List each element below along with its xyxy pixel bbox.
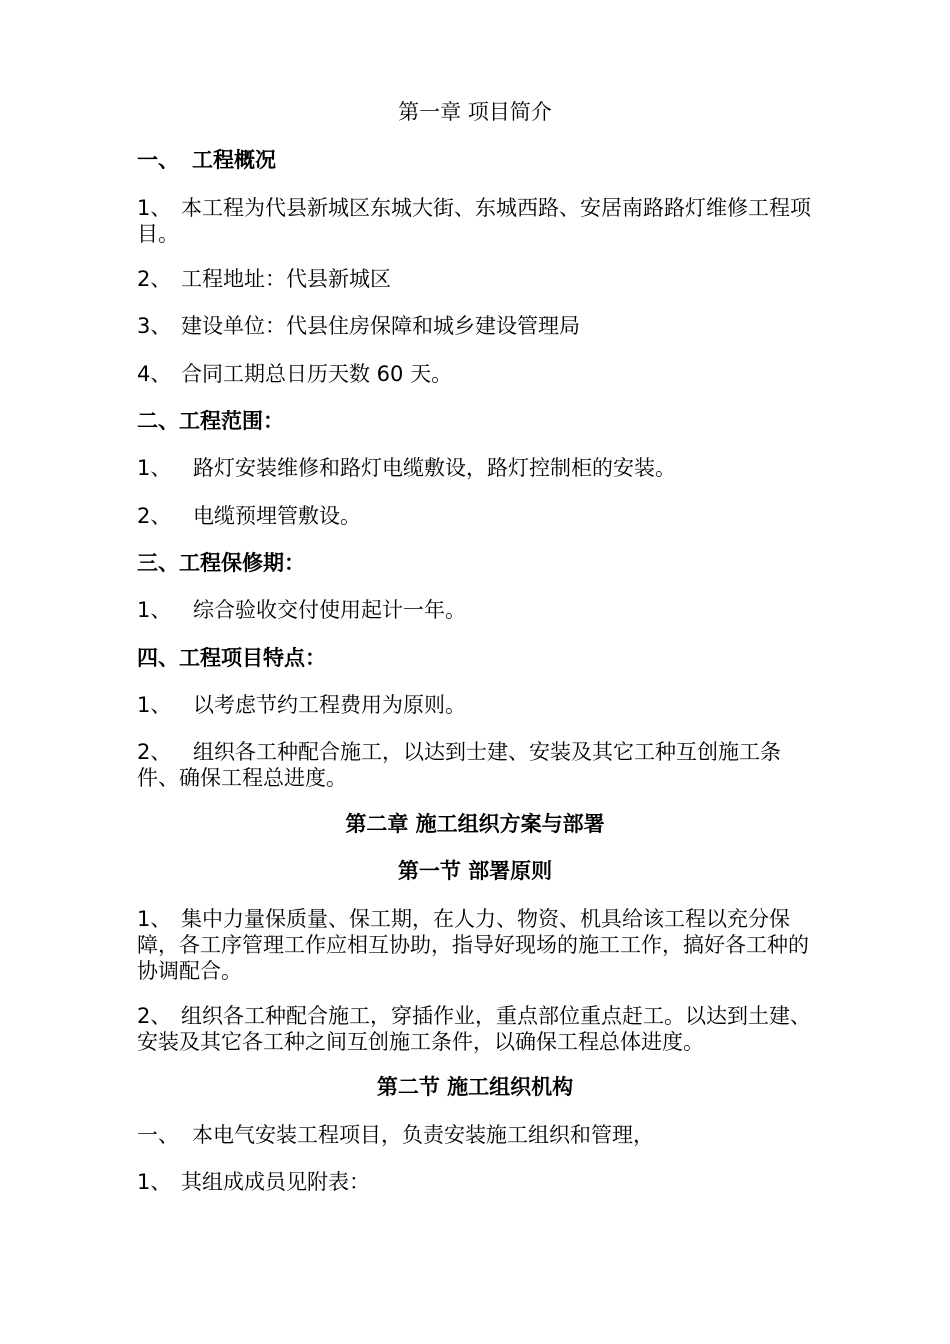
item-text: 以考虑节约工程费用为原则。: [193, 693, 466, 717]
list-item: [137, 692, 817, 718]
item-text: 工程地址：代县新城区: [181, 267, 391, 291]
item-text: 集中力量保质量、保工期，在人力、物资、机具给该工程以充分保障，各工序管理工作应相互协助，指导好现场的施工工作，搞好各工种的协调配合。: [137, 907, 809, 983]
item-number: 1、: [137, 1170, 172, 1194]
item-number: 一、: [137, 1123, 179, 1147]
section-title-organization: 第二节 施工组织机构: [376, 1075, 574, 1099]
item-text: 路灯安装维修和路灯电缆敷设，路灯控制柜的安装。: [193, 456, 676, 480]
item-text: 合同工期总日历天数 60 天。: [181, 362, 453, 386]
item-number: 1、: [137, 196, 172, 220]
item-text: 电缆预埋管敷设。: [193, 504, 361, 528]
item-text: 本电气安装工程项目，负责安装施工组织和管理，: [192, 1123, 654, 1147]
item-number: 1、: [137, 456, 172, 480]
item-text: 组织各工种配合施工，穿插作业，重点部位重点赶工。以达到土建、安装及其它各工种之间互创施工条件，以确保工程总体进度。: [137, 1004, 811, 1054]
item-number: 4、: [137, 362, 172, 386]
item-number: 1、: [137, 693, 172, 717]
item-number: 1、: [137, 598, 172, 622]
item-text: 组织各工种配合施工，以达到士建、安装及其它工种互创施工条件、确保工程总进度。: [137, 740, 781, 790]
list-item: [137, 361, 817, 387]
item-number: 2、: [137, 740, 172, 764]
list-item: [137, 266, 817, 292]
item-text: 建设单位：代县住房保障和城乡建设管理局: [181, 314, 580, 338]
item-number: 2、: [137, 267, 172, 291]
list-item: [137, 455, 817, 481]
list-item: [137, 597, 817, 623]
chapter2-title: 第二章 施工组织方案与部署: [345, 812, 605, 836]
list-item: [137, 195, 817, 247]
list-item: [137, 1122, 817, 1148]
chapter1-title: 第一章 项目简介: [398, 100, 552, 124]
item-text: 本工程为代县新城区东城大街、东城西路、安居南路路灯维修工程项目。: [137, 196, 811, 246]
item-text: 综合验收交付使用起计一年。: [193, 598, 466, 622]
section-number: 一、: [137, 148, 179, 172]
item-number: 3、: [137, 314, 172, 338]
list-item: [137, 739, 817, 791]
section-title: 工程概况: [192, 148, 276, 172]
list-item: [137, 313, 817, 339]
list-item: [137, 503, 817, 529]
list-item: [137, 1003, 817, 1055]
list-item: [137, 906, 817, 984]
item-text: 其组成成员见附表：: [181, 1170, 370, 1194]
item-number: 2、: [137, 1004, 172, 1028]
section-heading-overview: [137, 147, 817, 173]
section-heading-features: 四、工程项目特点：: [137, 646, 326, 670]
section-heading-warranty: 三、工程保修期：: [137, 551, 305, 575]
section-heading-scope: 二、工程范围：: [137, 409, 284, 433]
item-number: 2、: [137, 504, 172, 528]
item-number: 1、: [137, 907, 172, 931]
section-title-deployment: 第一节 部署原则: [397, 859, 553, 883]
list-item: [137, 1169, 817, 1195]
